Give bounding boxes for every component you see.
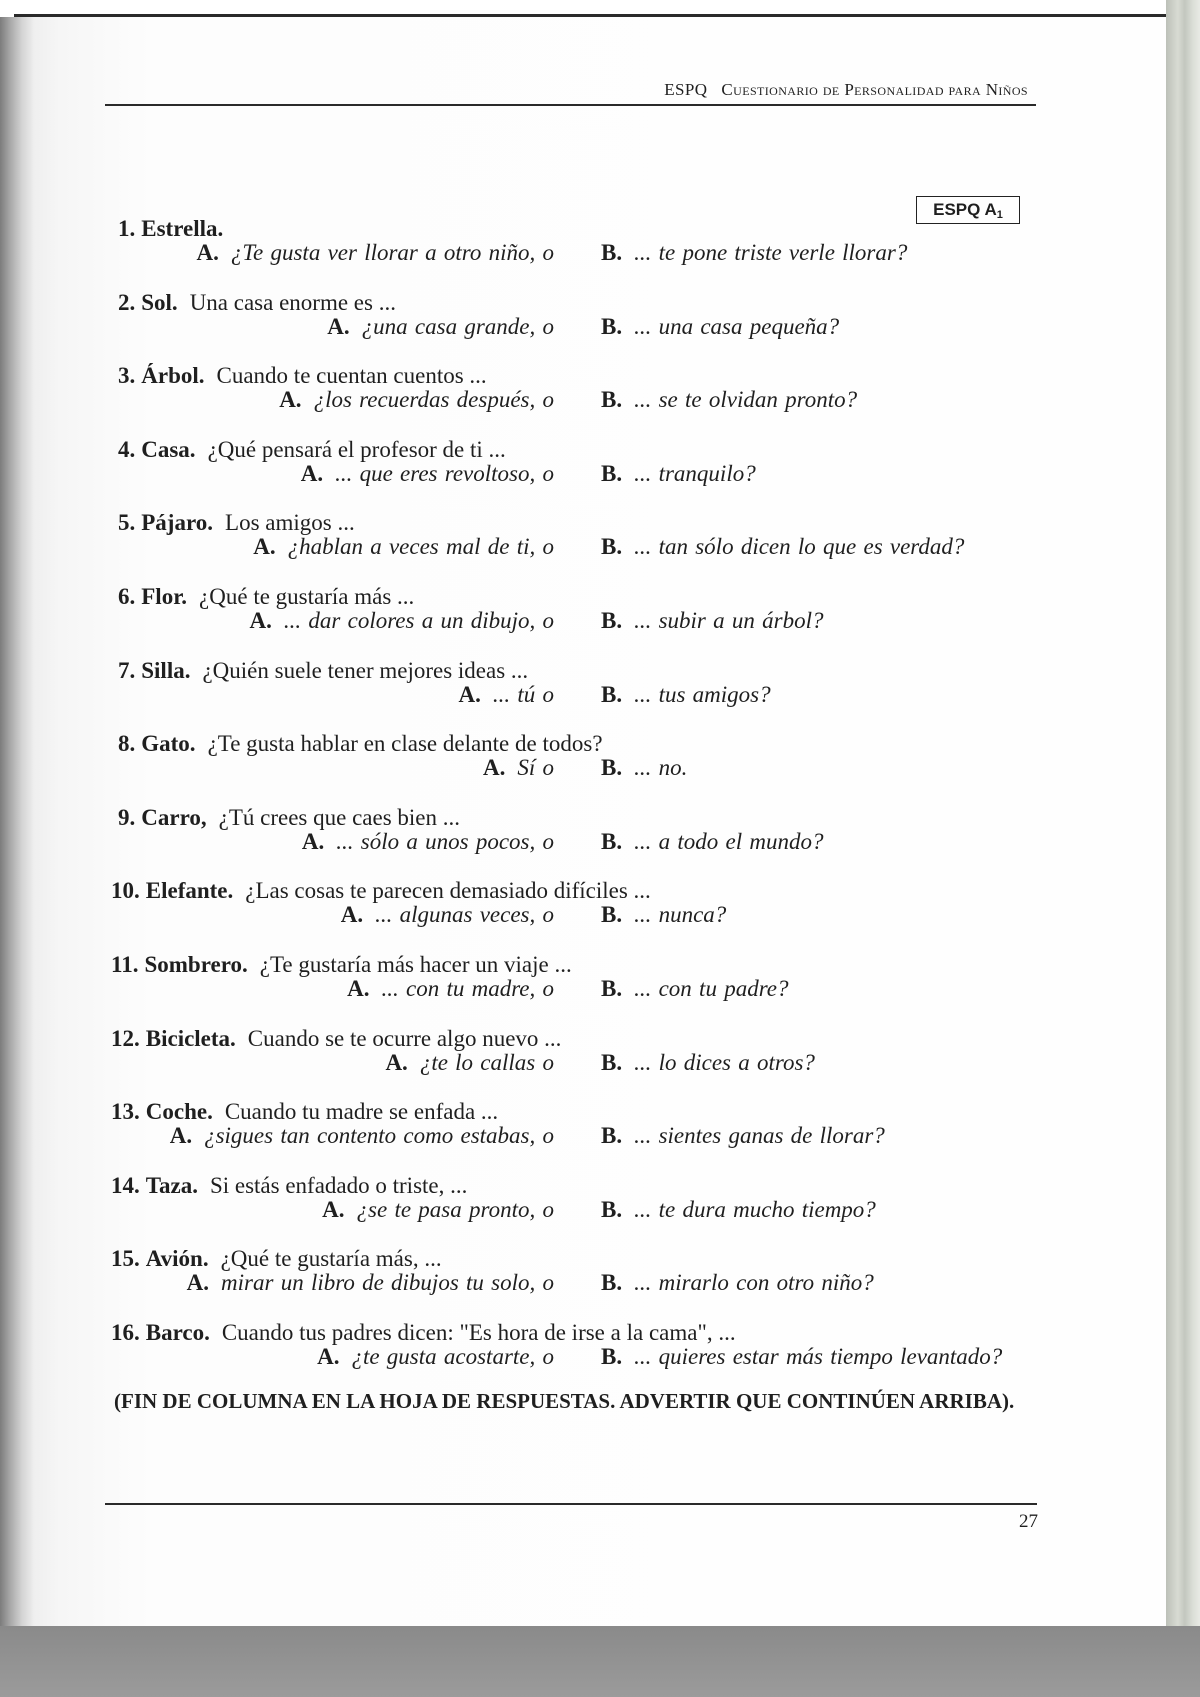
option-b-text: ... te pone triste verle llorar? bbox=[634, 240, 908, 265]
option-b-text: ... una casa pequeña? bbox=[634, 313, 840, 339]
question-text: Si estás enfadado o triste, ... bbox=[209, 1172, 468, 1198]
option-a-text: ... que eres revoltoso, o bbox=[335, 460, 554, 486]
form-code-label: ESPQ A bbox=[933, 200, 997, 219]
question-keyword: Gato. bbox=[141, 731, 196, 757]
option-a bbox=[317, 1345, 554, 1369]
option-a-label: A. bbox=[169, 1123, 193, 1149]
option-a-text: ¿una casa grande, o bbox=[361, 313, 554, 339]
question-item bbox=[0, 364, 1166, 438]
running-header bbox=[664, 79, 1028, 101]
option-b-text: ... subir a un árbol? bbox=[634, 607, 824, 633]
question-item bbox=[0, 659, 1166, 733]
option-a bbox=[458, 683, 554, 707]
option-b bbox=[601, 609, 823, 633]
option-a bbox=[322, 1198, 554, 1222]
question-line bbox=[118, 806, 460, 830]
question-text: Cuando se te ocurre algo nuevo ... bbox=[247, 1025, 562, 1051]
option-b-label: B. bbox=[601, 387, 623, 413]
option-b-label: B. bbox=[601, 828, 623, 854]
option-b-label: B. bbox=[601, 607, 623, 633]
question-number: 10. bbox=[111, 878, 140, 904]
header-code: ESPQ bbox=[664, 80, 708, 99]
option-b bbox=[601, 388, 857, 412]
question-keyword: Casa. bbox=[141, 436, 196, 462]
question-text: ¿Qué te gustaría más, ... bbox=[220, 1246, 442, 1272]
answer-line bbox=[0, 830, 1166, 854]
option-b-label: B. bbox=[601, 534, 623, 560]
option-b-text: ... tus amigos? bbox=[634, 681, 771, 707]
question-keyword: Sol. bbox=[141, 289, 178, 315]
option-a-text: ¿los recuerdas después, o bbox=[313, 387, 554, 413]
option-b bbox=[601, 535, 964, 559]
option-b-text: ... tan sólo dicen lo que es verdad? bbox=[634, 534, 965, 560]
option-a-text: ... tú o bbox=[492, 681, 554, 707]
question-keyword: Elefante. bbox=[145, 878, 234, 904]
question-text: ¿Te gustaría más hacer un viaje ... bbox=[259, 951, 572, 977]
option-a bbox=[302, 830, 554, 854]
option-b-label: B. bbox=[601, 1270, 623, 1296]
question-line bbox=[118, 732, 603, 756]
option-b bbox=[601, 1345, 1002, 1369]
question-item bbox=[0, 1100, 1166, 1174]
question-item bbox=[0, 1247, 1166, 1321]
option-a-text: ... algunas veces, o bbox=[375, 902, 554, 928]
question-keyword: Sombrero. bbox=[144, 951, 248, 977]
option-a-label: A. bbox=[249, 607, 272, 633]
question-line bbox=[111, 953, 572, 977]
question-number: 4. bbox=[118, 436, 136, 462]
option-a-label: A. bbox=[458, 681, 481, 707]
question-list bbox=[0, 217, 1166, 1395]
option-b-label: B. bbox=[601, 1343, 623, 1369]
question-keyword: Bicicleta. bbox=[145, 1025, 236, 1051]
option-b-label: B. bbox=[601, 681, 623, 707]
option-b-label: B. bbox=[601, 975, 623, 1001]
option-b-label: B. bbox=[601, 1196, 623, 1222]
option-a bbox=[253, 535, 554, 559]
question-number: 16. bbox=[111, 1319, 140, 1345]
question-line bbox=[111, 1100, 498, 1124]
question-text: Cuando tus padres dicen: "Es hora de irse a la cama", ... bbox=[221, 1319, 736, 1345]
answer-line bbox=[0, 1345, 1166, 1369]
question-keyword: Barco. bbox=[145, 1319, 210, 1345]
option-a-text: ¿te gusta acostarte, o bbox=[351, 1343, 554, 1369]
option-a-label: A. bbox=[482, 755, 506, 781]
option-b bbox=[601, 1124, 885, 1148]
option-a-text: Sí o bbox=[517, 755, 554, 781]
option-b bbox=[601, 1198, 876, 1222]
question-number: 12. bbox=[111, 1025, 140, 1051]
question-number: 2. bbox=[118, 289, 136, 315]
question-number: 9. bbox=[118, 804, 136, 830]
question-keyword: Flor. bbox=[141, 583, 188, 609]
question-number: 5. bbox=[118, 510, 136, 536]
question-item bbox=[0, 1027, 1166, 1101]
question-number: 6. bbox=[118, 583, 136, 609]
option-a-text: ¿Te gusta ver llorar a otro niño, o bbox=[230, 240, 554, 265]
option-a bbox=[341, 903, 554, 927]
question-text: ¿Tú crees que caes bien ... bbox=[218, 804, 461, 830]
question-item bbox=[0, 1321, 1166, 1395]
scan-top-edge bbox=[14, 14, 1166, 17]
closing-note: (FIN DE COLUMNA EN LA HOJA DE RESPUESTAS. ADVERTIR QUE CONTINÚEN ARRIBA). bbox=[114, 1389, 1015, 1413]
option-a bbox=[301, 462, 554, 486]
question-item bbox=[0, 217, 1166, 291]
option-b-text: ... con tu padre? bbox=[634, 975, 789, 1001]
question-line bbox=[118, 217, 235, 241]
option-a bbox=[347, 977, 554, 1001]
answer-line bbox=[0, 388, 1166, 412]
question-line bbox=[118, 438, 506, 462]
option-b-text: ... tranquilo? bbox=[634, 460, 756, 486]
scan-bottom-edge bbox=[0, 1626, 1200, 1697]
option-b-label: B. bbox=[601, 1123, 623, 1149]
question-keyword: Taza. bbox=[145, 1172, 198, 1198]
answer-line bbox=[0, 1271, 1166, 1295]
option-b-text: ... a todo el mundo? bbox=[634, 828, 824, 854]
question-line bbox=[118, 659, 528, 683]
option-a-text: ... con tu madre, o bbox=[381, 975, 554, 1001]
option-a-text: mirar un libro de dibujos tu solo, o bbox=[221, 1270, 554, 1296]
question-number: 7. bbox=[118, 657, 136, 683]
question-item bbox=[0, 511, 1166, 585]
form-code-subscript: 1 bbox=[996, 209, 1003, 221]
question-text: Cuando te cuentan cuentos ... bbox=[216, 363, 487, 389]
question-number: 1. bbox=[118, 216, 136, 241]
answer-line bbox=[0, 903, 1166, 927]
option-a-label: A. bbox=[253, 534, 276, 560]
question-keyword: Silla. bbox=[141, 657, 191, 683]
option-a-label: A. bbox=[301, 828, 325, 854]
question-number: 11. bbox=[111, 951, 139, 977]
question-item bbox=[0, 806, 1166, 880]
question-item bbox=[0, 953, 1166, 1027]
question-line bbox=[118, 511, 355, 535]
question-item bbox=[0, 879, 1166, 953]
option-b-text: ... nunca? bbox=[634, 902, 727, 928]
answer-line bbox=[0, 241, 1166, 265]
question-keyword: Carro, bbox=[141, 804, 207, 830]
question-line bbox=[118, 585, 414, 609]
option-a bbox=[196, 241, 554, 265]
question-line bbox=[111, 1174, 467, 1198]
option-a-label: A. bbox=[317, 1343, 340, 1369]
option-a bbox=[170, 1124, 554, 1148]
footer-rule bbox=[105, 1503, 1037, 1505]
option-a-text: ¿te lo callas o bbox=[419, 1049, 554, 1075]
option-a-label: A. bbox=[300, 460, 324, 486]
question-line bbox=[111, 1321, 736, 1345]
answer-line bbox=[0, 609, 1166, 633]
answer-line bbox=[0, 1198, 1166, 1222]
option-a-text: ... dar colores a un dibujo, o bbox=[283, 607, 554, 633]
option-b-label: B. bbox=[601, 1049, 623, 1075]
question-text: ¿Qué te gustaría más ... bbox=[199, 583, 415, 609]
option-b bbox=[601, 462, 756, 486]
option-a bbox=[483, 756, 554, 780]
option-a-text: ... sólo a unos pocos, o bbox=[336, 828, 554, 854]
question-number: 14. bbox=[111, 1172, 140, 1198]
option-b-label: B. bbox=[601, 460, 623, 486]
option-a-text: ¿se te pasa pronto, o bbox=[356, 1196, 554, 1222]
question-text: ¿Qué pensará el profesor de ti ... bbox=[207, 436, 506, 462]
answer-line bbox=[0, 756, 1166, 780]
question-line bbox=[111, 1027, 561, 1051]
option-b bbox=[601, 315, 839, 339]
answer-line bbox=[0, 1124, 1166, 1148]
option-a bbox=[279, 388, 554, 412]
question-item bbox=[0, 732, 1166, 806]
option-a-text: ¿sigues tan contento como estabas, o bbox=[204, 1123, 554, 1149]
answer-line bbox=[0, 977, 1166, 1001]
header-title: Cuestionario de Personalidad para Niños bbox=[721, 80, 1028, 99]
option-a-label: A. bbox=[196, 240, 219, 265]
question-text: Los amigos ... bbox=[225, 510, 355, 536]
option-a-label: A. bbox=[340, 902, 364, 928]
option-a-label: A. bbox=[186, 1270, 210, 1296]
option-b-text: ... quieres estar más tiempo levantado? bbox=[634, 1343, 1003, 1369]
question-number: 15. bbox=[111, 1246, 140, 1272]
option-b-text: ... mirarlo con otro niño? bbox=[634, 1270, 874, 1296]
option-b-text: ... te dura mucho tiempo? bbox=[634, 1196, 876, 1222]
page-number: 27 bbox=[1019, 1511, 1038, 1532]
question-line bbox=[111, 879, 651, 903]
option-b bbox=[601, 977, 789, 1001]
question-line bbox=[111, 1247, 442, 1271]
option-a-label: A. bbox=[347, 975, 370, 1001]
question-keyword: Árbol. bbox=[141, 363, 205, 389]
scan-right-edge bbox=[1166, 0, 1200, 1697]
answer-line bbox=[0, 462, 1166, 486]
option-b bbox=[601, 1051, 815, 1075]
option-b-label: B. bbox=[601, 240, 623, 265]
question-number: 13. bbox=[111, 1099, 140, 1125]
question-item bbox=[0, 1174, 1166, 1248]
option-b-text: ... sientes ganas de llorar? bbox=[634, 1123, 885, 1149]
option-a bbox=[187, 1271, 554, 1295]
question-item bbox=[0, 291, 1166, 365]
option-b bbox=[601, 683, 771, 707]
header-rule bbox=[105, 104, 1036, 106]
question-item bbox=[0, 585, 1166, 659]
option-b bbox=[601, 903, 726, 927]
option-b-text: ... no. bbox=[634, 755, 688, 781]
option-b-text: ... se te olvidan pronto? bbox=[634, 387, 858, 413]
question-line bbox=[118, 291, 396, 315]
question-keyword: Estrella. bbox=[141, 216, 224, 241]
question-text: ¿Te gusta hablar en clase delante de todos? bbox=[207, 731, 603, 757]
question-keyword: Coche. bbox=[145, 1099, 213, 1125]
option-a-text: ¿hablan a veces mal de ti, o bbox=[287, 534, 554, 560]
question-line bbox=[118, 364, 487, 388]
option-a-label: A. bbox=[327, 313, 350, 339]
option-b-label: B. bbox=[601, 755, 623, 781]
answer-line bbox=[0, 1051, 1166, 1075]
answer-line bbox=[0, 535, 1166, 559]
option-a bbox=[385, 1051, 554, 1075]
question-text: Una casa enorme es ... bbox=[189, 289, 396, 315]
option-b bbox=[601, 1271, 874, 1295]
option-a-label: A. bbox=[322, 1196, 345, 1222]
option-b bbox=[601, 241, 907, 265]
question-text: Cuando tu madre se enfada ... bbox=[224, 1099, 499, 1125]
option-b-label: B. bbox=[601, 313, 623, 339]
option-a-label: A. bbox=[385, 1049, 408, 1075]
option-b-text: ... lo dices a otros? bbox=[634, 1049, 815, 1075]
answer-line bbox=[0, 315, 1166, 339]
option-a-label: A. bbox=[279, 387, 302, 413]
question-text: ¿Las cosas te parecen demasiado difíciles ... bbox=[245, 878, 651, 904]
option-a bbox=[327, 315, 554, 339]
question-number: 3. bbox=[118, 363, 136, 389]
option-b bbox=[601, 830, 823, 854]
question-keyword: Avión. bbox=[145, 1246, 209, 1272]
question-item bbox=[0, 438, 1166, 512]
question-text: ¿Quién suele tener mejores ideas ... bbox=[202, 657, 529, 683]
answer-line bbox=[0, 683, 1166, 707]
question-keyword: Pájaro. bbox=[141, 510, 214, 536]
question-number: 8. bbox=[118, 731, 136, 757]
option-b bbox=[601, 756, 687, 780]
option-a bbox=[250, 609, 554, 633]
option-b-label: B. bbox=[601, 902, 623, 928]
